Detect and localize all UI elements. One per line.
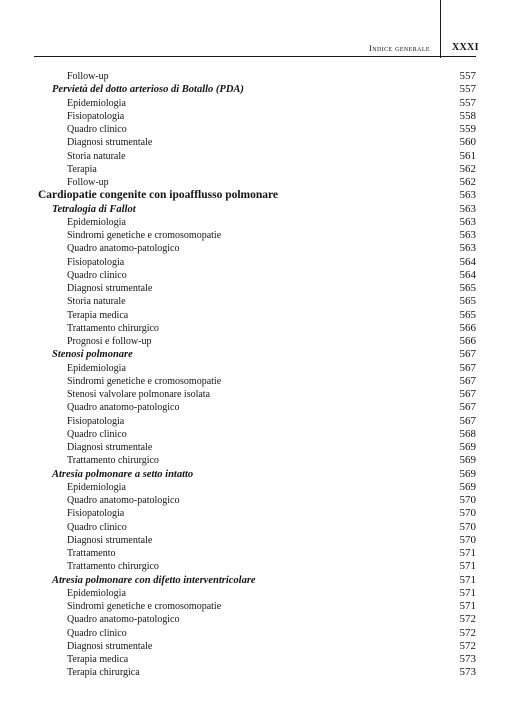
toc-entry-label: Pervietà del dotto arterioso di Botallo (PDA) [52, 84, 244, 96]
header-horizontal-rule [34, 56, 476, 57]
toc-entry-page-number: 563 [459, 202, 476, 215]
toc-entry-page-number: 567 [459, 361, 476, 374]
toc-entry-page-number: 563 [459, 189, 476, 202]
toc-subsection-entry [38, 70, 476, 83]
toc-subsection-entry [38, 600, 476, 613]
toc-entry-page-number: 570 [459, 494, 476, 506]
table-of-contents [38, 70, 476, 680]
toc-entry-page-number: 569 [459, 467, 476, 480]
toc-entry-label: Tetralogia di Fallot [52, 203, 136, 215]
toc-entry-label: Follow-up [67, 177, 109, 188]
toc-subsection-entry [38, 415, 476, 428]
toc-entry-page-number: 565 [459, 282, 476, 294]
toc-entry-label: Epidemiologia [67, 481, 126, 493]
toc-entry-label: Diagnosi strumentale [67, 640, 153, 652]
toc-entry-page-number: 567 [459, 414, 476, 427]
toc-subsection-entry [38, 613, 476, 626]
toc-entry-label: Trattamento chirurgico [67, 322, 159, 334]
toc-entry-label: Quadro clinico [67, 124, 127, 135]
toc-entry-page-number: 571 [459, 600, 476, 612]
toc-entry-label: Quadro clinico [67, 269, 127, 281]
toc-entry-label: Quadro anatomo-patologico [67, 243, 180, 255]
toc-entry-page-number: 571 [459, 560, 476, 573]
toc-entry-page-number: 566 [459, 335, 476, 347]
toc-entry-page-number: 573 [459, 666, 476, 679]
toc-chapter-entry [38, 189, 476, 202]
toc-subsection-entry [38, 494, 476, 507]
toc-entry-label: Prognosi e follow-up [67, 336, 152, 347]
toc-subsection-entry [38, 653, 476, 666]
toc-entry-page-number: 570 [459, 507, 476, 520]
toc-entry-label: Epidemiologia [67, 216, 126, 228]
toc-entry-label: Quadro clinico [67, 521, 127, 533]
toc-entry-label: Epidemiologia [67, 97, 126, 109]
toc-entry-label: Storia naturale [67, 150, 126, 162]
toc-entry-page-number: 571 [459, 586, 476, 599]
toc-subsection-entry [38, 587, 476, 600]
toc-subsection-entry [38, 388, 476, 401]
toc-entry-page-number: 569 [459, 454, 476, 467]
toc-entry-label: Fisiopatologia [67, 256, 125, 268]
toc-subsection-entry [38, 454, 476, 467]
toc-entry-page-number: 571 [459, 573, 476, 586]
toc-subsection-entry [38, 269, 476, 282]
toc-subsection-entry [38, 229, 476, 242]
toc-subsection-entry [38, 136, 476, 149]
toc-entry-label: Stenosi valvolare polmonare isolata [67, 389, 211, 400]
toc-entry-page-number: 560 [459, 136, 476, 149]
toc-entry-label: Sindromi genetiche e cromosomopatie [67, 230, 222, 241]
toc-entry-label: Quadro anatomo-patologico [67, 495, 180, 506]
toc-subsection-entry [38, 335, 476, 348]
toc-subsection-entry [38, 322, 476, 335]
toc-entry-label: Quadro anatomo-patologico [67, 614, 180, 626]
toc-entry-page-number: 569 [459, 441, 476, 453]
toc-entry-label: Terapia [67, 163, 97, 175]
toc-entry-page-number: 570 [459, 533, 476, 546]
toc-entry-label: Cardiopatie congenite con ipoafflusso polmonare [38, 189, 279, 202]
toc-entry-label: Stenosi polmonare [52, 349, 133, 361]
toc-entry-page-number: 567 [459, 401, 476, 414]
toc-subsection-entry [38, 242, 476, 255]
toc-section-entry [38, 574, 476, 587]
toc-entry-label: Diagnosi strumentale [67, 442, 153, 453]
toc-entry-label: Terapia medica [67, 654, 129, 665]
toc-subsection-entry [38, 123, 476, 136]
toc-entry-label: Quadro clinico [67, 627, 127, 639]
toc-entry-page-number: 565 [459, 308, 476, 321]
toc-subsection-entry [38, 375, 476, 388]
toc-subsection-entry [38, 163, 476, 176]
toc-subsection-entry [38, 362, 476, 375]
toc-subsection-entry [38, 309, 476, 322]
toc-entry-label: Terapia medica [67, 309, 129, 321]
toc-entry-label: Fisiopatologia [67, 415, 125, 427]
toc-subsection-entry [38, 401, 476, 414]
toc-section-entry [38, 348, 476, 361]
toc-entry-page-number: 563 [459, 229, 476, 241]
toc-entry-page-number: 570 [459, 520, 476, 533]
toc-entry-label: Quadro anatomo-patologico [67, 402, 180, 414]
toc-entry-label: Quadro clinico [67, 428, 127, 440]
toc-entry-label: Atresia polmonare a setto intatto [52, 468, 194, 480]
toc-section-entry [38, 83, 476, 96]
toc-entry-label: Trattamento chirurgico [67, 455, 159, 467]
toc-entry-label: Atresia polmonare con difetto interventricolare [52, 574, 256, 586]
toc-entry-label: Diagnosi strumentale [67, 283, 153, 294]
toc-subsection-entry [38, 428, 476, 441]
toc-entry-label: Fisiopatologia [67, 508, 125, 520]
toc-entry-label: Epidemiologia [67, 362, 126, 374]
running-header-page-number: XXXI [452, 42, 479, 53]
toc-entry-page-number: 563 [459, 242, 476, 255]
toc-subsection-entry [38, 295, 476, 308]
toc-entry-label: Terapia chirurgica [67, 667, 140, 679]
toc-entry-page-number: 567 [459, 374, 476, 387]
toc-entry-label: Trattamento [67, 548, 116, 559]
toc-entry-page-number: 563 [459, 215, 476, 228]
toc-entry-page-number: 572 [459, 639, 476, 652]
toc-entry-page-number: 557 [459, 70, 476, 82]
toc-entry-label: Epidemiologia [67, 587, 126, 599]
toc-entry-label: Sindromi genetiche e cromosomopatie [67, 375, 222, 387]
toc-entry-page-number: 558 [459, 109, 476, 122]
toc-entry-page-number: 561 [459, 149, 476, 162]
toc-entry-page-number: 566 [459, 321, 476, 334]
toc-entry-page-number: 567 [459, 348, 476, 361]
toc-entry-page-number: 572 [459, 613, 476, 626]
toc-section-entry [38, 203, 476, 216]
toc-subsection-entry [38, 216, 476, 229]
toc-subsection-entry [38, 441, 476, 454]
toc-subsection-entry [38, 666, 476, 679]
toc-section-entry [38, 468, 476, 481]
toc-subsection-entry [38, 481, 476, 494]
header-vertical-rule [440, 0, 441, 58]
toc-entry-page-number: 562 [459, 176, 476, 188]
toc-entry-label: Trattamento chirurgico [67, 561, 159, 573]
toc-entry-page-number: 571 [459, 547, 476, 559]
toc-subsection-entry [38, 507, 476, 520]
toc-entry-page-number: 565 [459, 295, 476, 308]
toc-subsection-entry [38, 534, 476, 547]
toc-subsection-entry [38, 521, 476, 534]
toc-subsection-entry [38, 282, 476, 295]
running-header-title: Indice generale [369, 43, 430, 53]
toc-entry-page-number: 572 [459, 626, 476, 639]
toc-entry-page-number: 573 [459, 653, 476, 665]
toc-entry-label: Fisiopatologia [67, 110, 125, 122]
toc-entry-page-number: 557 [459, 96, 476, 109]
toc-subsection-entry [38, 627, 476, 640]
toc-entry-page-number: 559 [459, 123, 476, 135]
toc-subsection-entry [38, 640, 476, 653]
toc-subsection-entry [38, 110, 476, 123]
toc-entry-page-number: 568 [459, 427, 476, 440]
toc-entry-page-number: 564 [459, 255, 476, 268]
toc-entry-page-number: 562 [459, 162, 476, 175]
toc-subsection-entry [38, 176, 476, 189]
toc-subsection-entry [38, 256, 476, 269]
toc-entry-page-number: 564 [459, 268, 476, 281]
toc-subsection-entry [38, 547, 476, 560]
toc-entry-label: Diagnosi strumentale [67, 137, 153, 149]
toc-entry-label: Sindromi genetiche e cromosomopatie [67, 601, 222, 612]
toc-entry-page-number: 569 [459, 480, 476, 493]
toc-entry-label: Follow-up [67, 71, 109, 82]
toc-entry-page-number: 567 [459, 388, 476, 400]
toc-subsection-entry [38, 560, 476, 573]
toc-entry-label: Storia naturale [67, 296, 126, 308]
toc-subsection-entry [38, 150, 476, 163]
toc-entry-label: Diagnosi strumentale [67, 534, 153, 546]
toc-subsection-entry [38, 97, 476, 110]
toc-entry-page-number: 557 [459, 83, 476, 96]
